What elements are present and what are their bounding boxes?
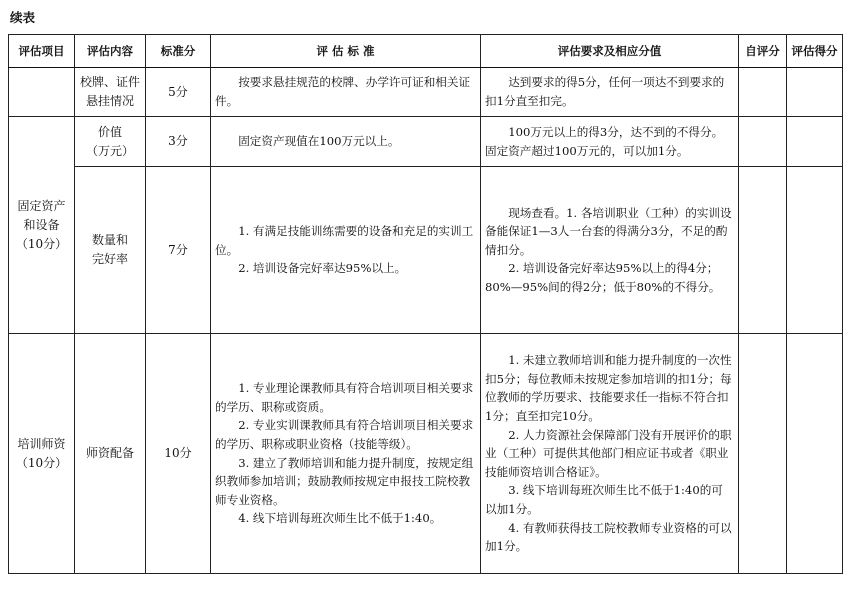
content-cell xyxy=(75,117,146,167)
content-line: 悬挂情况 xyxy=(85,94,134,108)
header-self-score: 自评分 xyxy=(739,35,787,68)
requirement-cell xyxy=(481,68,739,117)
item-cell-empty xyxy=(9,68,75,117)
header-standard: 评 估 标 准 xyxy=(211,35,481,68)
item-cell xyxy=(9,117,75,334)
header-content: 评估内容 xyxy=(75,35,146,68)
evaluation-table xyxy=(8,34,843,574)
final-score-cell[interactable] xyxy=(787,167,843,334)
item-line: 固定资产 xyxy=(17,198,66,213)
standard-paragraph: 1. 有满足技能训练需要的设备和充足的实训工位。 xyxy=(215,224,474,257)
table-row xyxy=(9,167,843,334)
standard-paragraph: 按要求悬挂规范的校牌、办学许可证和相关证件。 xyxy=(215,75,471,108)
item-cell xyxy=(9,334,75,574)
requirement-paragraph: 3. 线下培训每班次师生比不低于1:40的可以加1分。 xyxy=(485,483,723,516)
content-line: 校牌、证件 xyxy=(79,75,140,89)
content-cell xyxy=(75,68,146,117)
standard-paragraph: 2. 培训设备完好率达95%以上。 xyxy=(238,261,407,276)
standard-paragraph: 4. 线下培训每班次师生比不低于1:40。 xyxy=(238,511,442,526)
header-score: 标准分 xyxy=(146,35,211,68)
item-line: 和设备 xyxy=(23,217,60,232)
self-score-cell[interactable] xyxy=(739,68,787,117)
content-line: 完好率 xyxy=(91,252,128,266)
standard-cell xyxy=(211,117,481,167)
table-row xyxy=(9,117,843,167)
standard-paragraph: 3. 建立了教师培训和能力提升制度，按规定组织教师参加培训；鼓励教师按规定申报技工院校教师专业资格。 xyxy=(215,455,474,507)
content-cell xyxy=(75,167,146,334)
final-score-cell[interactable] xyxy=(787,334,843,574)
self-score-cell[interactable] xyxy=(739,334,787,574)
self-score-cell[interactable] xyxy=(739,167,787,334)
item-line: （10分） xyxy=(15,455,68,470)
content-cell: 师资配备 xyxy=(75,334,146,574)
standard-cell xyxy=(211,167,481,334)
standard-cell xyxy=(211,68,481,117)
standard-cell xyxy=(211,334,481,574)
standard-paragraph: 固定资产现值在100万元以上。 xyxy=(238,134,400,149)
score-cell: 5分 xyxy=(146,68,211,117)
header-item: 评估项目 xyxy=(9,35,75,68)
requirement-paragraph: 4. 有教师获得技工院校教师专业资格的可以加1分。 xyxy=(485,520,732,554)
header-row xyxy=(9,35,843,68)
requirement-paragraph: 达到要求的得5分，任何一项达不到要求的扣1分直至扣完。 xyxy=(485,75,725,108)
final-score-cell[interactable] xyxy=(787,68,843,117)
requirement-cell xyxy=(481,334,739,574)
requirement-paragraph: 2. 培训设备完好率达95%以上的得4分；80%—95%间的得2分；低于80%的不得分。 xyxy=(485,261,721,294)
content-line: 价值 xyxy=(97,124,122,139)
self-score-cell[interactable] xyxy=(739,117,787,167)
requirement-paragraph: 1. 未建立教师培训和能力提升制度的一次性扣5分；每位教师未按规定参加培训的扣1分；每位教师的学历要求、技能要求任一指标不符合扣1分；直至扣完10分。 xyxy=(485,353,732,424)
standard-paragraph: 1. 专业理论课教师具有符合培训项目相关要求的学历、职称或资质。 xyxy=(215,381,474,414)
table-row xyxy=(9,334,843,574)
content-line: 数量和 xyxy=(91,233,128,247)
header-requirement: 评估要求及相应分值 xyxy=(481,35,739,68)
score-cell: 10分 xyxy=(146,334,211,574)
content-line: （万元） xyxy=(85,143,134,158)
table-caption: 续表 xyxy=(10,10,36,25)
requirement-paragraph: 100万元以上的得3分，达不到的不得分。固定资产超过100万元的，可以加1分。 xyxy=(485,124,724,158)
requirement-paragraph: 2. 人力资源社会保障部门没有开展评价的职业（工种）可提供其他部门相应证书或者《职业技能师资培训合格证》。 xyxy=(485,427,732,479)
item-line: 培训师资 xyxy=(17,436,66,451)
requirement-cell xyxy=(481,167,739,334)
final-score-cell[interactable] xyxy=(787,117,843,167)
score-cell: 3分 xyxy=(146,117,211,167)
table-row xyxy=(9,68,843,117)
requirement-paragraph: 现场查看。1. 各培训职业（工种）的实训设备能保证1—3人一台套的得满分3分，不足的酌情扣分。 xyxy=(485,205,732,257)
standard-paragraph: 2. 专业实训课教师具有符合培训项目相关要求的学历、职称或职业资格（技能等级）。 xyxy=(215,418,474,451)
requirement-cell xyxy=(481,117,739,167)
header-final-score: 评估得分 xyxy=(787,35,843,68)
item-line: （10分） xyxy=(15,236,68,251)
score-cell: 7分 xyxy=(146,167,211,334)
